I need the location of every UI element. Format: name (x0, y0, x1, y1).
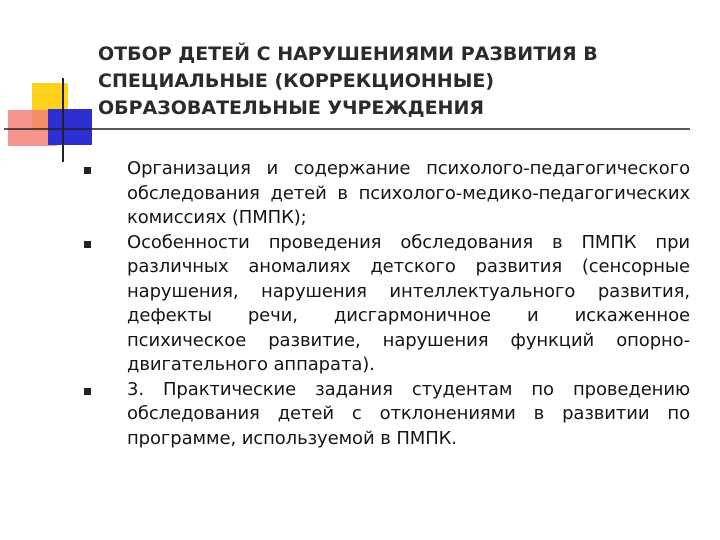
bullet-item (84, 157, 690, 231)
bullet-item (84, 231, 690, 378)
slide-title (98, 41, 688, 122)
bullet-list (84, 157, 690, 451)
blue-square (48, 109, 92, 145)
bullet-text: Особенности проведения обследования в ПМПК при различных аномалиях детского развития (сенсорные нарушения, нарушения интеллектуального развития, дефекты речи, дисгармоничное и искаженное психическое развитие, нарушения функций опорно-двигательного аппарата). (127, 231, 690, 375)
title-line: СПЕЦИАЛЬНЫЕ (КОРРЕКЦИОННЫЕ) (98, 70, 495, 92)
bullet-item (84, 378, 690, 452)
square-bullet-icon (84, 241, 91, 248)
square-bullet-icon (84, 167, 91, 174)
bullet-text: 3. Практические задания студентам по проведению обследования детей с отклонениями в развитии по программе, используемой в ПМПК. (127, 378, 690, 449)
title-line: ОБРАЗОВАТЕЛЬНЫЕ УЧРЕЖДЕНИЯ (98, 97, 484, 119)
square-bullet-icon (84, 388, 91, 395)
title-line: ОТБОР ДЕТЕЙ С НАРУШЕНИЯМИ РАЗВИТИЯ В (98, 43, 598, 65)
bullet-text: Организация и содержание психолого-педагогического обследования детей в психолого-медико-педагогических комиссиях (ПМПК); (127, 158, 690, 228)
